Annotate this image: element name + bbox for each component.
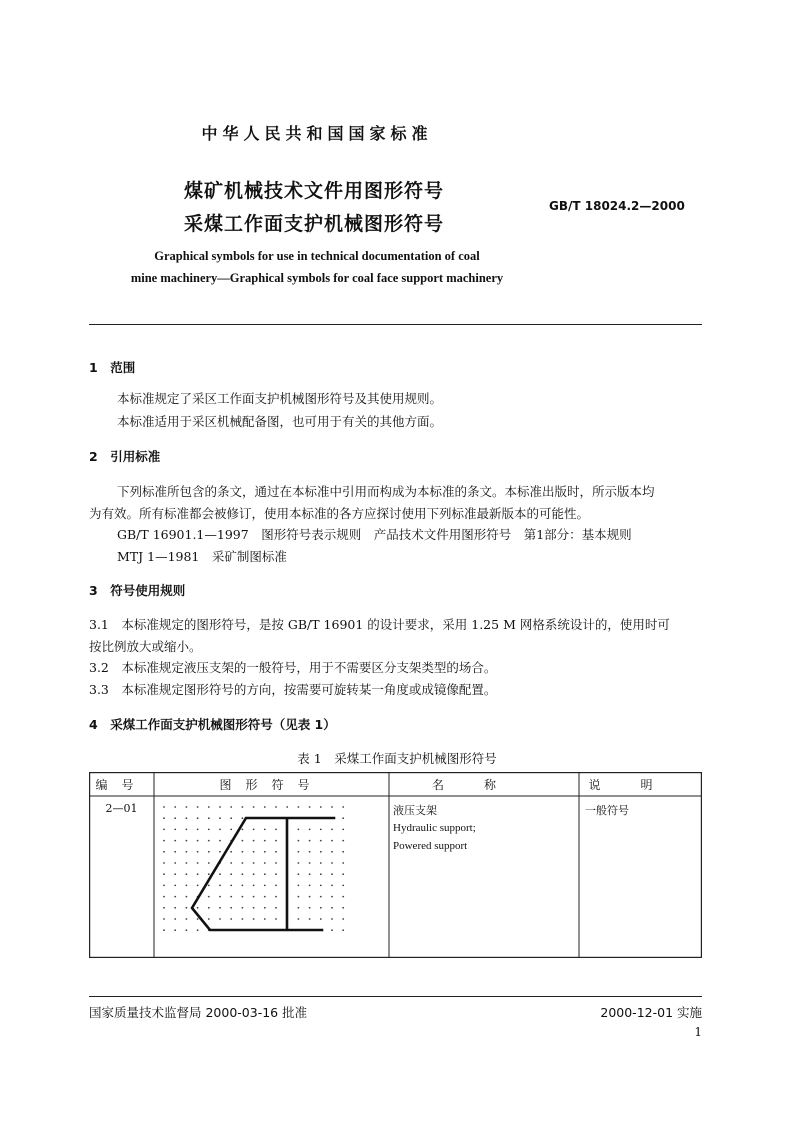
- grid-dot: [208, 817, 210, 819]
- grid-dot: [253, 885, 255, 887]
- grid-dot: [197, 929, 199, 931]
- grid-dot: [342, 918, 344, 920]
- grid-dot: [208, 907, 210, 909]
- grid-dot: [275, 829, 277, 831]
- grid-dot: [230, 817, 232, 819]
- effective-date: 2000-12-01 实施: [600, 1005, 702, 1020]
- grid-dot: [331, 873, 333, 875]
- grid-dot: [197, 840, 199, 842]
- grid-dot: [331, 907, 333, 909]
- grid-dot: [320, 829, 322, 831]
- grid-dot: [197, 862, 199, 864]
- grid-dot: [331, 840, 333, 842]
- grid-dot: [219, 840, 221, 842]
- table-title: 表 1 采煤工作面支护机械图形符号: [297, 751, 497, 766]
- grid-dot: [309, 829, 311, 831]
- grid-dot: [320, 918, 322, 920]
- grid-dot: [186, 862, 188, 864]
- grid-dot: [163, 840, 165, 842]
- grid-dot: [163, 806, 165, 808]
- grid-dot: [253, 806, 255, 808]
- grid-dot: [286, 806, 288, 808]
- grid-dot: [298, 862, 300, 864]
- grid-dot: [298, 829, 300, 831]
- grid-dot: [163, 907, 165, 909]
- grid-dot: [298, 806, 300, 808]
- grid-dot: [342, 929, 344, 931]
- grid-dot: [264, 840, 266, 842]
- grid-dot: [331, 885, 333, 887]
- section1-paragraph1: 本标准规定了采区工作面支护机械图形符号及其使用规则。: [117, 391, 443, 406]
- grid-dot: [298, 885, 300, 887]
- grid-dot: [174, 806, 176, 808]
- grid-dot: [264, 907, 266, 909]
- grid-dot: [242, 817, 244, 819]
- row1-note: 一般符号: [585, 804, 629, 817]
- section2-paragraph-line1: 下列标准所包含的条文，通过在本标准中引用而构成为本标准的条文。本标准出版时，所示版本均: [117, 484, 655, 499]
- english-title-line2: mine machinery—Graphical symbols for coal face support machinery: [130, 271, 504, 285]
- row1-name-english-2: Powered support: [393, 840, 468, 852]
- grid-dot: [208, 840, 210, 842]
- grid-dot: [320, 806, 322, 808]
- grid-dot: [331, 918, 333, 920]
- symbol-table: [89, 772, 702, 958]
- footer-divider: [89, 996, 702, 997]
- grid-dot: [219, 918, 221, 920]
- section2-paragraph-line2: 为有效。所有标准都会被修订，使用本标准的各方应探讨使用下列标准最新版本的可能性。: [89, 506, 590, 521]
- grid-dot: [275, 862, 277, 864]
- header-name: 名称: [431, 778, 536, 792]
- grid-dot: [253, 851, 255, 853]
- grid-dot: [275, 918, 277, 920]
- grid-dot: [342, 885, 344, 887]
- grid-dot: [208, 885, 210, 887]
- grid-dot: [186, 896, 188, 898]
- grid-dot: [331, 851, 333, 853]
- grid-dot: [197, 907, 199, 909]
- grid-dot: [298, 873, 300, 875]
- grid-dot: [331, 806, 333, 808]
- grid-dot: [197, 806, 199, 808]
- grid-dot: [174, 851, 176, 853]
- grid-dot: [163, 829, 165, 831]
- grid-dot: [242, 840, 244, 842]
- grid-dot: [230, 907, 232, 909]
- grid-dot: [242, 862, 244, 864]
- reference-mtj1: MTJ 1—1981 采矿制图标准: [117, 549, 287, 564]
- section4-heading: 4 采煤工作面支护机械图形符号（见表 1）: [89, 717, 336, 732]
- grid-dot: [186, 817, 188, 819]
- grid-dot: [230, 896, 232, 898]
- grid-dot: [275, 907, 277, 909]
- grid-dot: [309, 918, 311, 920]
- clause-3-1-line1: 3.1 本标准规定的图形符号，是按 GB/T 16901 的设计要求，采用 1.25 M 网格系统设计的，使用时可: [89, 617, 670, 632]
- row1-name-chinese: 液压支架: [393, 804, 437, 817]
- grid-dot: [264, 896, 266, 898]
- grid-dot: [174, 929, 176, 931]
- grid-dot: [242, 907, 244, 909]
- grid-dot: [342, 829, 344, 831]
- grid-dot: [230, 829, 232, 831]
- grid-dot: [219, 885, 221, 887]
- grid-dot: [174, 862, 176, 864]
- clause-3-3: 3.3 本标准规定图形符号的方向，按需要可旋转某一角度或成镜像配置。: [89, 682, 497, 697]
- section2-heading: 2 引用标准: [89, 449, 161, 464]
- grid-dot: [309, 806, 311, 808]
- grid-dot: [309, 840, 311, 842]
- grid-dot: [342, 907, 344, 909]
- grid-dot: [174, 873, 176, 875]
- grid-dot: [331, 896, 333, 898]
- grid-dot: [342, 851, 344, 853]
- grid-dot: [275, 840, 277, 842]
- grid-dot: [253, 918, 255, 920]
- grid-dot: [230, 873, 232, 875]
- grid-dot: [174, 896, 176, 898]
- grid-dot: [219, 896, 221, 898]
- grid-dot: [264, 851, 266, 853]
- section3-heading: 3 符号使用规则: [89, 583, 186, 598]
- grid-dot: [197, 829, 199, 831]
- grid-dot: [163, 873, 165, 875]
- grid-dot: [219, 817, 221, 819]
- grid-dot: [163, 862, 165, 864]
- grid-dot: [163, 817, 165, 819]
- grid-dot: [163, 851, 165, 853]
- grid-dot: [186, 907, 188, 909]
- grid-dot: [275, 873, 277, 875]
- grid-dot: [208, 806, 210, 808]
- grid-dot: [230, 806, 232, 808]
- grid-dot: [264, 885, 266, 887]
- grid-dot: [208, 851, 210, 853]
- grid-dot: [331, 862, 333, 864]
- grid-dot: [242, 806, 244, 808]
- grid-dot: [163, 896, 165, 898]
- grid-dot: [309, 896, 311, 898]
- grid-dot: [186, 851, 188, 853]
- grid-dot: [174, 907, 176, 909]
- grid-dot: [264, 873, 266, 875]
- grid-dot: [230, 851, 232, 853]
- approval-note: 国家质量技术监督局 2000-03-16 批准: [89, 1005, 308, 1020]
- grid-dot: [186, 918, 188, 920]
- clause-3-2: 3.2 本标准规定液压支架的一般符号，用于不需要区分支架类型的场合。: [89, 660, 497, 675]
- grid-dot: [163, 918, 165, 920]
- grid-dot: [331, 829, 333, 831]
- grid-dot: [253, 873, 255, 875]
- grid-dot: [298, 896, 300, 898]
- grid-dot: [174, 840, 176, 842]
- english-title-line1: Graphical symbols for use in technical documentation of coal: [154, 249, 480, 263]
- grid-dot: [342, 840, 344, 842]
- grid-dot: [230, 885, 232, 887]
- standard-title-line2: 采煤工作面支护机械图形符号: [184, 213, 445, 235]
- grid-dot: [264, 862, 266, 864]
- grid-dot: [186, 873, 188, 875]
- grid-dot: [342, 873, 344, 875]
- grid-dot: [331, 929, 333, 931]
- header-symbol: 图形符号: [219, 778, 324, 792]
- grid-dot: [174, 885, 176, 887]
- grid-dot: [264, 806, 266, 808]
- grid-dot: [174, 918, 176, 920]
- page-number: 1: [694, 1025, 702, 1039]
- grid-dot: [219, 829, 221, 831]
- grid-dot: [264, 918, 266, 920]
- grid-dot: [309, 907, 311, 909]
- grid-dot: [342, 896, 344, 898]
- grid-dot: [163, 885, 165, 887]
- header-code: 编号: [95, 778, 148, 792]
- grid-dot: [174, 829, 176, 831]
- grid-dot: [309, 851, 311, 853]
- hydraulic-support-outline: [192, 818, 334, 930]
- grid-dot: [197, 918, 199, 920]
- issuing-body-heading: 中华人民共和国国家标准: [201, 124, 433, 143]
- grid-dot: [186, 806, 188, 808]
- grid-dot: [275, 896, 277, 898]
- grid-dot: [197, 873, 199, 875]
- symbol-dot-grid: [163, 806, 344, 931]
- grid-dot: [320, 851, 322, 853]
- grid-dot: [275, 851, 277, 853]
- header-divider: [89, 324, 702, 325]
- header-note: 说明: [588, 778, 693, 792]
- grid-dot: [309, 862, 311, 864]
- grid-dot: [219, 907, 221, 909]
- grid-dot: [186, 840, 188, 842]
- grid-dot: [208, 918, 210, 920]
- grid-dot: [197, 817, 199, 819]
- grid-dot: [253, 907, 255, 909]
- grid-dot: [163, 929, 165, 931]
- grid-dot: [242, 896, 244, 898]
- grid-dot: [186, 829, 188, 831]
- grid-dot: [230, 918, 232, 920]
- grid-dot: [186, 929, 188, 931]
- grid-dot: [208, 862, 210, 864]
- grid-dot: [342, 817, 344, 819]
- grid-dot: [320, 885, 322, 887]
- grid-dot: [298, 907, 300, 909]
- grid-dot: [242, 873, 244, 875]
- grid-dot: [298, 918, 300, 920]
- grid-dot: [208, 873, 210, 875]
- grid-dot: [309, 873, 311, 875]
- grid-dot: [197, 885, 199, 887]
- grid-dot: [230, 862, 232, 864]
- grid-dot: [320, 873, 322, 875]
- row1-name-english-1: Hydraulic support;: [393, 822, 476, 834]
- section1-heading: 1 范围: [89, 360, 136, 375]
- hydraulic-support-symbol: [154, 796, 389, 958]
- section1-paragraph2: 本标准适用于采区机械配备图，也可用于有关的其他方面。: [117, 414, 443, 429]
- grid-dot: [298, 851, 300, 853]
- grid-dot: [264, 829, 266, 831]
- grid-dot: [242, 829, 244, 831]
- grid-dot: [275, 885, 277, 887]
- grid-dot: [253, 829, 255, 831]
- clause-3-1-line2: 按比例放大或缩小。: [89, 639, 202, 654]
- grid-dot: [342, 806, 344, 808]
- reference-gbt16901: GB/T 16901.1—1997 图形符号表示规则 产品技术文件用图形符号 第1部分：基本规则: [117, 527, 632, 542]
- grid-dot: [242, 885, 244, 887]
- grid-dot: [320, 896, 322, 898]
- grid-dot: [253, 840, 255, 842]
- grid-dot: [242, 918, 244, 920]
- grid-dot: [219, 806, 221, 808]
- grid-dot: [253, 862, 255, 864]
- grid-dot: [186, 885, 188, 887]
- grid-dot: [219, 873, 221, 875]
- grid-dot: [174, 817, 176, 819]
- grid-dot: [253, 896, 255, 898]
- grid-dot: [342, 862, 344, 864]
- row1-code: 2—01: [105, 802, 138, 815]
- standard-code: GB/T 18024.2—2000: [549, 199, 685, 213]
- grid-dot: [219, 851, 221, 853]
- grid-dot: [309, 885, 311, 887]
- grid-dot: [298, 840, 300, 842]
- grid-dot: [275, 806, 277, 808]
- grid-dot: [320, 907, 322, 909]
- grid-dot: [320, 840, 322, 842]
- standard-title-line1: 煤矿机械技术文件用图形符号: [184, 180, 445, 202]
- grid-dot: [197, 851, 199, 853]
- grid-dot: [208, 896, 210, 898]
- grid-dot: [208, 829, 210, 831]
- grid-dot: [242, 851, 244, 853]
- grid-dot: [320, 862, 322, 864]
